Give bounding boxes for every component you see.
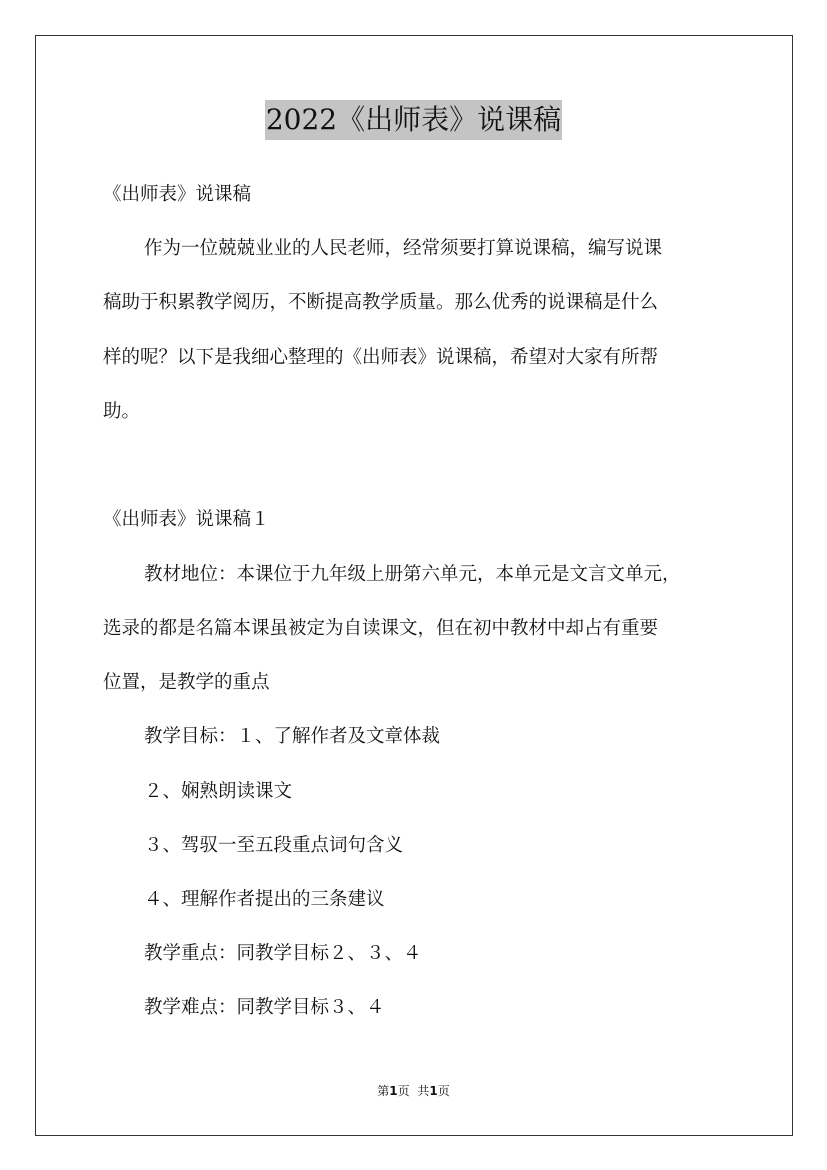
paragraph-line: 稿助于积累教学阅历，不断提高教学质量。那么优秀的说课稿是什么 (103, 292, 659, 313)
paragraph-line: 位置，是教学的重点 (103, 672, 270, 693)
total-suffix: 页 (437, 1084, 450, 1098)
focus-line: 教学重点：同教学目标２、３、４ (144, 943, 422, 964)
section-heading: 《出师表》说课稿１ (103, 509, 270, 530)
section-heading: 《出师表》说课稿 (103, 184, 252, 205)
page-suffix: 页 (397, 1084, 410, 1098)
paragraph-line: 助。 (103, 401, 141, 422)
goal-line: ２、娴熟朗读课文 (144, 781, 293, 802)
page-prefix: 第 (377, 1084, 390, 1098)
page-number: 1 (389, 1084, 398, 1098)
title-container (0, 100, 827, 140)
goal-line: ４、理解作者提出的三条建议 (144, 889, 385, 910)
total-prefix: 共 (417, 1084, 430, 1098)
paragraph-line: 样的呢？以下是我细心整理的《出师表》说课稿，希望对大家有所帮 (103, 347, 659, 368)
total-pages: 1 (429, 1084, 438, 1098)
paragraph-line: 作为一位兢兢业业的人民老师，经常须要打算说课稿，编写说课 (144, 238, 663, 259)
difficulty-line: 教学难点：同教学目标３、４ (144, 997, 385, 1018)
paragraph-line: 教材地位：本课位于九年级上册第六单元，本单元是文言文单元， (144, 564, 681, 585)
goal-line: ３、驾驭一至五段重点词句含义 (144, 835, 404, 856)
paragraph-line: 选录的都是名篇本课虽被定为自读课文，但在初中教材中却占有重要 (103, 618, 659, 639)
document-title: 2022《出师表》说课稿 (265, 100, 562, 140)
page-footer (0, 1083, 827, 1099)
goal-line: 教学目标：１、了解作者及文章体裁 (144, 726, 441, 747)
